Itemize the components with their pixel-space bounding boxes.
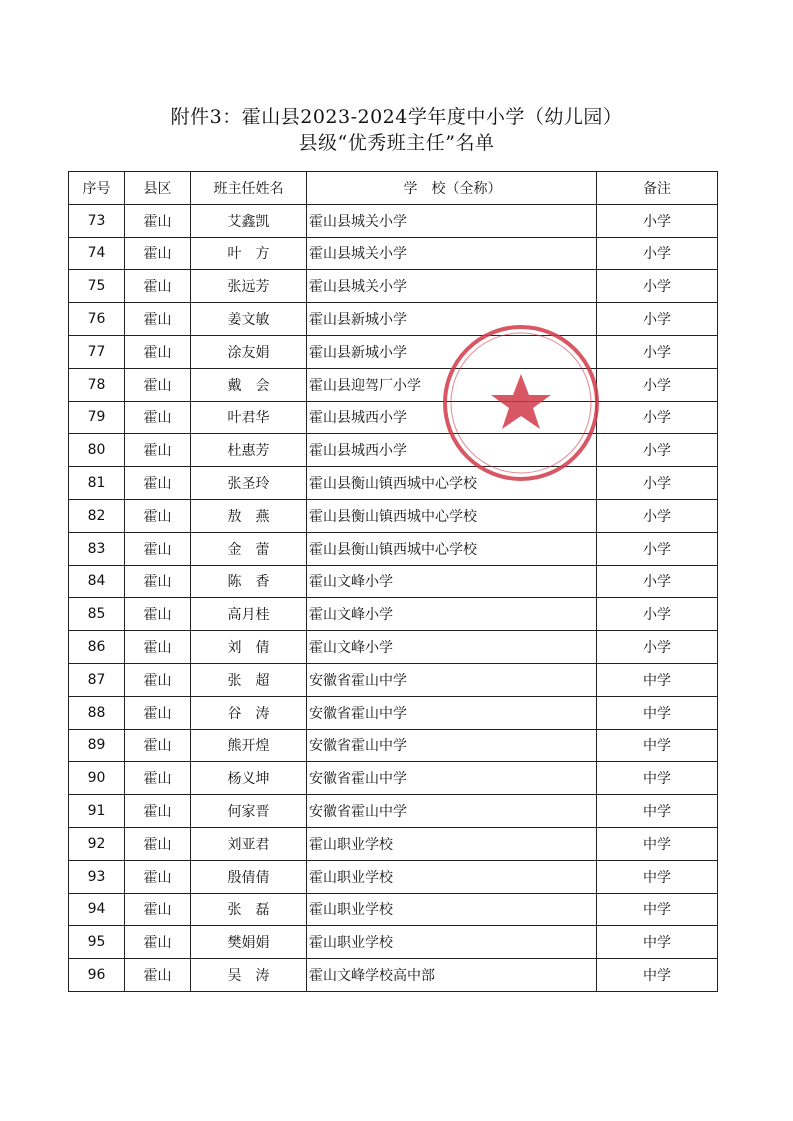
cell-note: 小学 xyxy=(597,467,718,500)
cell-no: 73 xyxy=(69,204,125,237)
cell-county: 霍山 xyxy=(125,204,191,237)
title-line-2: 县级“优秀班主任”名单 xyxy=(298,132,495,154)
cell-county: 霍山 xyxy=(125,565,191,598)
header-no: 序号 xyxy=(69,172,125,205)
cell-county: 霍山 xyxy=(125,762,191,795)
cell-name: 殷倩倩 xyxy=(191,860,307,893)
cell-note: 小学 xyxy=(597,270,718,303)
cell-school: 霍山职业学校 xyxy=(307,860,597,893)
cell-school: 霍山县城西小学 xyxy=(307,434,597,467)
cell-county: 霍山 xyxy=(125,598,191,631)
cell-county: 霍山 xyxy=(125,860,191,893)
cell-no: 94 xyxy=(69,893,125,926)
cell-no: 93 xyxy=(69,860,125,893)
cell-no: 79 xyxy=(69,401,125,434)
cell-school: 安徽省霍山中学 xyxy=(307,795,597,828)
cell-name: 敖 燕 xyxy=(191,499,307,532)
cell-note: 中学 xyxy=(597,926,718,959)
cell-county: 霍山 xyxy=(125,729,191,762)
table-row xyxy=(69,565,718,598)
cell-name: 叶 方 xyxy=(191,237,307,270)
table-row xyxy=(69,696,718,729)
cell-no: 87 xyxy=(69,663,125,696)
cell-school: 霍山职业学校 xyxy=(307,827,597,860)
cell-no: 91 xyxy=(69,795,125,828)
cell-county: 霍山 xyxy=(125,335,191,368)
table-row xyxy=(69,598,718,631)
cell-school: 霍山县城关小学 xyxy=(307,237,597,270)
cell-name: 张圣玲 xyxy=(191,467,307,500)
table-row xyxy=(69,959,718,992)
table-row xyxy=(69,926,718,959)
table-row xyxy=(69,204,718,237)
table-row xyxy=(69,335,718,368)
cell-school: 霍山职业学校 xyxy=(307,926,597,959)
cell-school: 霍山县城西小学 xyxy=(307,401,597,434)
cell-name: 姜文敏 xyxy=(191,303,307,336)
cell-note: 中学 xyxy=(597,729,718,762)
cell-name: 何家晋 xyxy=(191,795,307,828)
cell-county: 霍山 xyxy=(125,893,191,926)
cell-county: 霍山 xyxy=(125,827,191,860)
table-row xyxy=(69,368,718,401)
cell-name: 吴 涛 xyxy=(191,959,307,992)
cell-no: 90 xyxy=(69,762,125,795)
table-row xyxy=(69,860,718,893)
cell-note: 小学 xyxy=(597,368,718,401)
cell-name: 杜惠芳 xyxy=(191,434,307,467)
cell-name: 高月桂 xyxy=(191,598,307,631)
cell-name: 涂友娟 xyxy=(191,335,307,368)
cell-county: 霍山 xyxy=(125,499,191,532)
cell-county: 霍山 xyxy=(125,270,191,303)
cell-no: 81 xyxy=(69,467,125,500)
cell-county: 霍山 xyxy=(125,237,191,270)
table-row xyxy=(69,631,718,664)
honor-table xyxy=(68,171,718,992)
cell-school: 安徽省霍山中学 xyxy=(307,729,597,762)
cell-county: 霍山 xyxy=(125,663,191,696)
table-row xyxy=(69,893,718,926)
cell-school: 霍山文峰小学 xyxy=(307,565,597,598)
table-row xyxy=(69,237,718,270)
table-row xyxy=(69,729,718,762)
cell-note: 小学 xyxy=(597,303,718,336)
cell-note: 小学 xyxy=(597,237,718,270)
table-row xyxy=(69,762,718,795)
cell-name: 叶君华 xyxy=(191,401,307,434)
cell-school: 霍山县新城小学 xyxy=(307,303,597,336)
cell-school: 霍山县衡山镇西城中心学校 xyxy=(307,532,597,565)
table-row xyxy=(69,499,718,532)
cell-no: 74 xyxy=(69,237,125,270)
cell-school: 霍山文峰学校高中部 xyxy=(307,959,597,992)
table-row xyxy=(69,827,718,860)
cell-county: 霍山 xyxy=(125,926,191,959)
cell-note: 小学 xyxy=(597,565,718,598)
cell-no: 92 xyxy=(69,827,125,860)
cell-no: 85 xyxy=(69,598,125,631)
cell-county: 霍山 xyxy=(125,401,191,434)
title-line-1: 附件3：霍山县2023-2024学年度中小学（幼儿园） xyxy=(170,106,623,128)
cell-county: 霍山 xyxy=(125,368,191,401)
table-row xyxy=(69,532,718,565)
cell-note: 中学 xyxy=(597,663,718,696)
cell-school: 霍山县新城小学 xyxy=(307,335,597,368)
cell-county: 霍山 xyxy=(125,467,191,500)
cell-name: 张 磊 xyxy=(191,893,307,926)
cell-note: 小学 xyxy=(597,335,718,368)
cell-note: 小学 xyxy=(597,631,718,664)
cell-name: 谷 涛 xyxy=(191,696,307,729)
cell-school: 霍山县衡山镇西城中心学校 xyxy=(307,467,597,500)
cell-note: 小学 xyxy=(597,532,718,565)
table-row xyxy=(69,303,718,336)
cell-school: 安徽省霍山中学 xyxy=(307,663,597,696)
cell-school: 霍山县城关小学 xyxy=(307,270,597,303)
table-row xyxy=(69,434,718,467)
cell-county: 霍山 xyxy=(125,696,191,729)
cell-note: 中学 xyxy=(597,959,718,992)
cell-county: 霍山 xyxy=(125,532,191,565)
cell-name: 艾鑫凯 xyxy=(191,204,307,237)
cell-county: 霍山 xyxy=(125,959,191,992)
cell-county: 霍山 xyxy=(125,303,191,336)
cell-no: 84 xyxy=(69,565,125,598)
header-county: 县区 xyxy=(125,172,191,205)
cell-no: 86 xyxy=(69,631,125,664)
cell-no: 83 xyxy=(69,532,125,565)
cell-note: 中学 xyxy=(597,696,718,729)
cell-county: 霍山 xyxy=(125,631,191,664)
cell-name: 金 蕾 xyxy=(191,532,307,565)
cell-note: 中学 xyxy=(597,795,718,828)
cell-name: 陈 香 xyxy=(191,565,307,598)
cell-no: 82 xyxy=(69,499,125,532)
cell-no: 89 xyxy=(69,729,125,762)
cell-no: 95 xyxy=(69,926,125,959)
cell-note: 小学 xyxy=(597,401,718,434)
cell-school: 霍山县城关小学 xyxy=(307,204,597,237)
cell-school: 安徽省霍山中学 xyxy=(307,762,597,795)
cell-school: 霍山县迎驾厂小学 xyxy=(307,368,597,401)
cell-note: 小学 xyxy=(597,204,718,237)
cell-note: 中学 xyxy=(597,827,718,860)
cell-note: 小学 xyxy=(597,499,718,532)
cell-note: 中学 xyxy=(597,762,718,795)
header-school: 学 校（全称） xyxy=(307,172,597,205)
cell-county: 霍山 xyxy=(125,434,191,467)
cell-note: 中学 xyxy=(597,860,718,893)
cell-school: 霍山文峰小学 xyxy=(307,598,597,631)
cell-no: 75 xyxy=(69,270,125,303)
cell-county: 霍山 xyxy=(125,795,191,828)
table-body xyxy=(69,204,718,991)
cell-no: 88 xyxy=(69,696,125,729)
header-note: 备注 xyxy=(597,172,718,205)
cell-name: 刘 倩 xyxy=(191,631,307,664)
table-row xyxy=(69,401,718,434)
table-row xyxy=(69,663,718,696)
table-row xyxy=(69,795,718,828)
cell-name: 戴 会 xyxy=(191,368,307,401)
cell-name: 张 超 xyxy=(191,663,307,696)
cell-name: 熊开煌 xyxy=(191,729,307,762)
cell-no: 96 xyxy=(69,959,125,992)
cell-name: 刘亚君 xyxy=(191,827,307,860)
cell-note: 小学 xyxy=(597,598,718,631)
cell-school: 霍山职业学校 xyxy=(307,893,597,926)
cell-no: 78 xyxy=(69,368,125,401)
cell-note: 中学 xyxy=(597,893,718,926)
cell-school: 安徽省霍山中学 xyxy=(307,696,597,729)
table-row xyxy=(69,270,718,303)
cell-school: 霍山县衡山镇西城中心学校 xyxy=(307,499,597,532)
cell-no: 77 xyxy=(69,335,125,368)
cell-name: 樊娟娟 xyxy=(191,926,307,959)
header-name: 班主任姓名 xyxy=(191,172,307,205)
table-header-row xyxy=(69,172,718,205)
cell-name: 杨义坤 xyxy=(191,762,307,795)
cell-no: 80 xyxy=(69,434,125,467)
cell-note: 小学 xyxy=(597,434,718,467)
cell-no: 76 xyxy=(69,303,125,336)
table-row xyxy=(69,467,718,500)
cell-name: 张远芳 xyxy=(191,270,307,303)
cell-school: 霍山文峰小学 xyxy=(307,631,597,664)
